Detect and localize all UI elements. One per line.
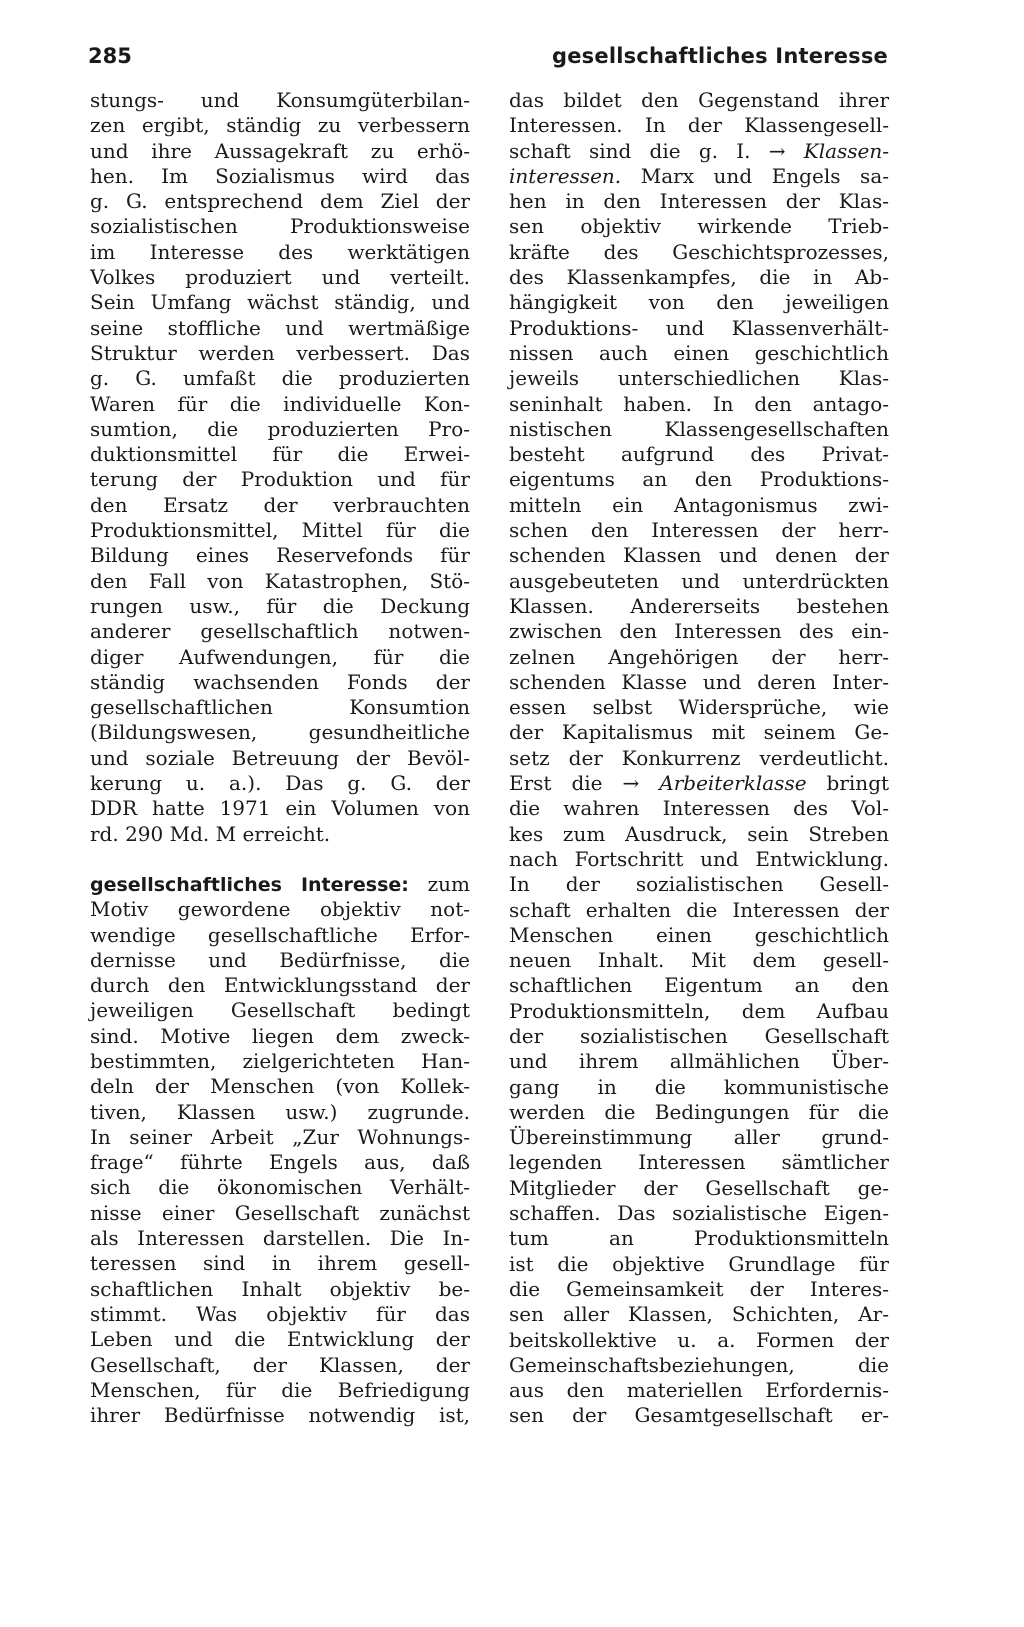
text-line: kräfte des Geschichtsprozesses, bbox=[509, 239, 889, 264]
text-line: Interessen. In der Klassengesell- bbox=[509, 113, 889, 138]
line-text: Erst die bbox=[509, 771, 603, 796]
text-line: rd. 290 Md. M erreicht. bbox=[90, 821, 331, 846]
text-line: gang in die kommunistische bbox=[509, 1074, 889, 1099]
text-line: werden die Bedingungen für die bbox=[509, 1099, 889, 1124]
text-line: mitteln ein Antagonismus zwi- bbox=[509, 492, 889, 517]
text-line: jeweils unterschiedlichen Klas- bbox=[509, 366, 889, 391]
text-line: Gemeinschaftsbeziehungen, die bbox=[509, 1352, 889, 1377]
text-line: im Interesse des werktätigen bbox=[90, 239, 470, 264]
text-line: den Ersatz der verbrauchten bbox=[90, 492, 470, 517]
right-text-b bbox=[509, 189, 889, 771]
entry-headword: gesellschaftliches Interesse: bbox=[90, 873, 409, 896]
text-line: duktionsmittel für die Erwei- bbox=[90, 442, 470, 467]
text-line: Struktur werden verbessert. Das bbox=[90, 340, 470, 365]
text-line: hängigkeit von den jeweiligen bbox=[509, 290, 889, 315]
text-line: die wahren Interessen des Vol- bbox=[509, 796, 889, 821]
right-text-a bbox=[509, 88, 889, 139]
text-line: bestimmten, zielgerichteten Han- bbox=[90, 1048, 470, 1073]
right-column bbox=[509, 88, 889, 1429]
text-line: Leben und die Entwicklung der bbox=[90, 1327, 470, 1352]
page-header bbox=[88, 36, 888, 76]
text-line: seine stoffliche und wertmäßige bbox=[90, 315, 470, 340]
text-line: zelnen Angehörigen der herr- bbox=[509, 644, 889, 669]
text-line: zen ergibt, ständig zu verbessern bbox=[90, 113, 470, 138]
text-line: schaftlichen Inhalt objektiv be- bbox=[90, 1276, 470, 1301]
text-line: als Interessen darstellen. Die In- bbox=[90, 1226, 470, 1251]
text-line: terung der Produktion und für bbox=[90, 467, 470, 492]
text-line: und ihre Aussagekraft zu erhö- bbox=[90, 138, 470, 163]
text-line: aus den materiellen Erfordernis- bbox=[509, 1378, 889, 1403]
text-line: der sozialistischen Gesellschaft bbox=[509, 1023, 889, 1048]
text-line: sen objektiv wirkende Trieb- bbox=[509, 214, 889, 239]
text-line: und soziale Betreuung der Bevöl- bbox=[90, 745, 470, 770]
text-line: setz der Konkurrenz verdeutlicht. bbox=[509, 745, 889, 770]
text-line: Gesellschaft, der Klassen, der bbox=[90, 1352, 470, 1377]
crossref-arbeiterklasse[interactable]: Arbeiterklasse bbox=[659, 771, 807, 796]
text-line: g. G. umfaßt die produzierten bbox=[90, 366, 470, 391]
text-line: rungen usw., für die Deckung bbox=[90, 593, 470, 618]
text-line: Bildung eines Reservefonds für bbox=[90, 543, 470, 568]
text-line: Produktionsmitteln, dem Aufbau bbox=[509, 998, 889, 1023]
text-line: Motiv gewordene objektiv not- bbox=[90, 897, 470, 922]
text-line: kes zum Ausdruck, sein Streben bbox=[509, 821, 889, 846]
text-line: teressen sind in ihrem gesell- bbox=[90, 1251, 470, 1276]
text-line: diger Aufwendungen, für die bbox=[90, 644, 470, 669]
crossref-klasseninteressen[interactable]: Klassen- bbox=[803, 138, 890, 163]
text-line: jeweiligen Gesellschaft bedingt bbox=[90, 998, 470, 1023]
crossref-klasseninteressen-cont[interactable]: interessen. bbox=[509, 163, 622, 188]
text-line: schaftlichen Eigentum an den bbox=[509, 973, 889, 998]
text-line: wendige gesellschaftliche Erfor- bbox=[90, 922, 470, 947]
text-line: gesellschaftlichen Konsumtion bbox=[90, 695, 470, 720]
text-line: Menschen, für die Befriedigung bbox=[90, 1377, 470, 1402]
dictionary-entry bbox=[90, 872, 470, 1429]
text-line: ihrer Bedürfnisse notwendig ist, bbox=[90, 1403, 470, 1428]
text-line: deln der Menschen (von Kollek- bbox=[90, 1074, 470, 1099]
text-line: sich die ökonomischen Verhält- bbox=[90, 1175, 470, 1200]
text-line: nach Fortschritt und Entwicklung. bbox=[509, 846, 889, 871]
text-line: g. G. entsprechend dem Ziel der bbox=[90, 189, 470, 214]
text-line: tiven, Klassen usw.) zugrunde. bbox=[90, 1099, 470, 1124]
text-line: hen in den Interessen der Klas- bbox=[509, 189, 889, 214]
line-text: Marx und Engels sa- bbox=[640, 163, 889, 188]
text-line: nissen auch einen geschichtlich bbox=[509, 340, 889, 365]
text-line: nistischen Klassengesellschaften bbox=[509, 416, 889, 441]
entry-first-line-rest: zum bbox=[427, 871, 470, 896]
text-line-crossref-2 bbox=[509, 164, 889, 189]
text-line: Waren für die individuelle Kon- bbox=[90, 391, 470, 416]
line-text: schaft sind die g. I. bbox=[509, 138, 751, 163]
text-line: beitskollektive u. a. Formen der bbox=[509, 1327, 889, 1352]
text-line: Mitglieder der Gesellschaft ge- bbox=[509, 1175, 889, 1200]
entry-text bbox=[90, 897, 470, 1428]
text-line: sen aller Klassen, Schichten, Ar- bbox=[509, 1302, 889, 1327]
text-line: zwischen den Interessen des ein- bbox=[509, 619, 889, 644]
text-line: tum an Produktionsmitteln bbox=[509, 1226, 889, 1251]
text-line: hen. Im Sozialismus wird das bbox=[90, 163, 470, 188]
text-line: sumtion, die produzierten Pro- bbox=[90, 416, 470, 441]
text-line-crossref-1 bbox=[509, 139, 889, 164]
text-line: der Kapitalismus mit seinem Ge- bbox=[509, 720, 889, 745]
text-line: legenden Interessen sämtlicher bbox=[509, 1150, 889, 1175]
text-line: sozialistischen Produktionsweise bbox=[90, 214, 470, 239]
text-line: frage“ führte Engels aus, daß bbox=[90, 1150, 470, 1175]
text-line: schaffen. Das sozialistische Eigen- bbox=[509, 1201, 889, 1226]
left-column bbox=[90, 88, 470, 1428]
text-line: schen den Interessen der herr- bbox=[509, 518, 889, 543]
text-line: nisse einer Gesellschaft zunächst bbox=[90, 1200, 470, 1225]
text-line: eigentums an den Produktions- bbox=[509, 467, 889, 492]
text-line: anderer gesellschaftlich notwen- bbox=[90, 619, 470, 644]
text-line: ständig wachsenden Fonds der bbox=[90, 669, 470, 694]
text-line: Sein Umfang wächst ständig, und bbox=[90, 290, 470, 315]
text-line: Volkes produziert und verteilt. bbox=[90, 265, 470, 290]
text-line: schenden Klassen und denen der bbox=[509, 543, 889, 568]
text-line: durch den Entwicklungsstand der bbox=[90, 973, 470, 998]
text-line-crossref-3 bbox=[509, 771, 889, 796]
text-line: essen selbst Widersprüche, wie bbox=[509, 695, 889, 720]
text-line: Menschen einen geschichtlich bbox=[509, 922, 889, 947]
running-head: gesellschaftliches Interesse bbox=[552, 44, 888, 68]
text-line: das bildet den Gegenstand ihrer bbox=[509, 88, 889, 112]
text-line: dernisse und Bedürfnisse, die bbox=[90, 947, 470, 972]
text-line: besteht aufgrund des Privat- bbox=[509, 442, 889, 467]
text-line: Klassen. Andererseits bestehen bbox=[509, 593, 889, 618]
text-line: den Fall von Katastrophen, Stö- bbox=[90, 568, 470, 593]
text-line: schaft erhalten die Interessen der bbox=[509, 897, 889, 922]
text-line: und ihrem allmählichen Über- bbox=[509, 1049, 889, 1074]
text-line: seninhalt haben. In den antago- bbox=[509, 391, 889, 416]
left-column-text bbox=[90, 88, 470, 847]
arrow-icon: → bbox=[768, 138, 786, 163]
text-line: sen der Gesamtgesellschaft er- bbox=[509, 1403, 889, 1428]
text-line: DDR hatte 1971 ein Volumen von bbox=[90, 796, 470, 821]
text-line: ist die objektive Grundlage für bbox=[509, 1251, 889, 1276]
entry-gap bbox=[90, 847, 470, 872]
text-line: kerung u. a.). Das g. G. der bbox=[90, 771, 470, 796]
text-line: In der sozialistischen Gesell- bbox=[509, 872, 889, 897]
text-line: stimmt. Was objektiv für das bbox=[90, 1301, 470, 1326]
text-line: stungs- und Konsumgüterbilan- bbox=[90, 88, 470, 112]
line-text: bringt bbox=[826, 771, 890, 796]
text-line: (Bildungswesen, gesundheitliche bbox=[90, 720, 470, 745]
text-line: sind. Motive liegen dem zweck- bbox=[90, 1023, 470, 1048]
right-text-c bbox=[509, 796, 889, 1428]
text-line: des Klassenkampfes, die in Ab- bbox=[509, 265, 889, 290]
text-line: neuen Inhalt. Mit dem gesell- bbox=[509, 948, 889, 973]
text-line: Übereinstimmung aller grund- bbox=[509, 1125, 889, 1150]
entry-first-line bbox=[90, 872, 470, 897]
text-line: Produktionsmittel, Mittel für die bbox=[90, 518, 470, 543]
text-line: schenden Klasse und deren Inter- bbox=[509, 669, 889, 694]
text-line: Produktions- und Klassenverhält- bbox=[509, 315, 889, 340]
text-line: In seiner Arbeit „Zur Wohnungs- bbox=[90, 1124, 470, 1149]
arrow-icon: → bbox=[622, 771, 640, 796]
text-line: ausgebeuteten und unterdrückten bbox=[509, 568, 889, 593]
page-number: 285 bbox=[88, 44, 132, 68]
text-line: die Gemeinsamkeit der Interes- bbox=[509, 1276, 889, 1301]
